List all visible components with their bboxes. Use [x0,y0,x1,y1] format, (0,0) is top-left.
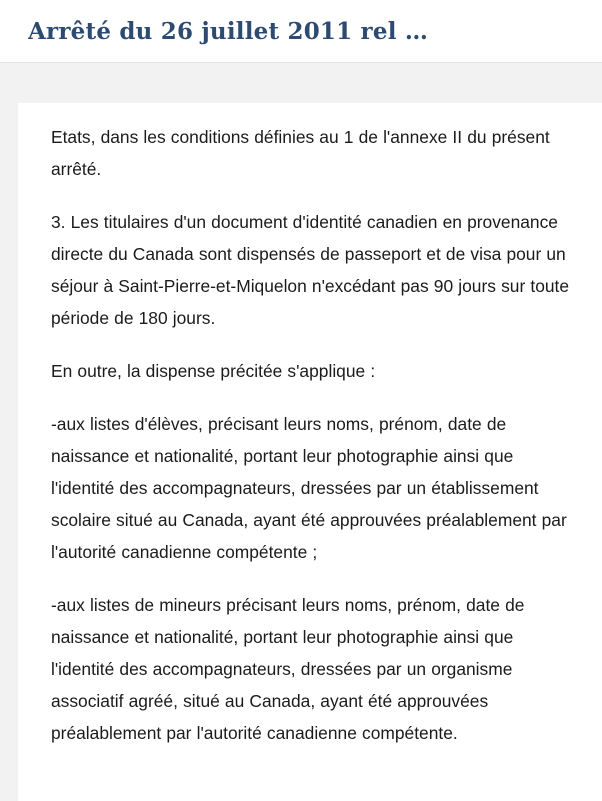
document-body [18,103,602,801]
paragraph: Etats, dans les conditions définies au 1 de l'annexe II du présent arrêté. [51,127,550,179]
paragraph: 3. Les titulaires d'un document d'identité canadien en provenance directe du Canada sont dispensés de passeport et de visa pour un séjour à Saint-Pierre-et-Miquelon n'excédant pas 90 jours sur toute période de 180 jours. [51,212,570,328]
page-title: Arrêté du 26 juillet 2011 rel … [28,17,429,45]
paragraph: -aux listes d'élèves, précisant leurs noms, prénom, date de naissance et nationalité, portant leur photographie ainsi que l'identité des accompagnateurs, dressées par un établissement scolaire situé au Canada, ayant été approuvées préalablement par l'autorité canadienne compétente ; [51,414,567,562]
content-area [0,103,602,801]
paragraph: En outre, la dispense précitée s'applique : [51,361,376,381]
left-gutter [0,103,18,801]
header-subbar [0,63,602,103]
page-header [0,0,602,62]
paragraph: -aux listes de mineurs précisant leurs noms, prénom, date de naissance et nationalité, portant leur photographie ainsi que l'identité des accompagnateurs, dressées par un organisme associatif agréé, situé au Canada, ayant été approuvées préalablement par l'autorité canadienne compétente. [51,595,525,743]
